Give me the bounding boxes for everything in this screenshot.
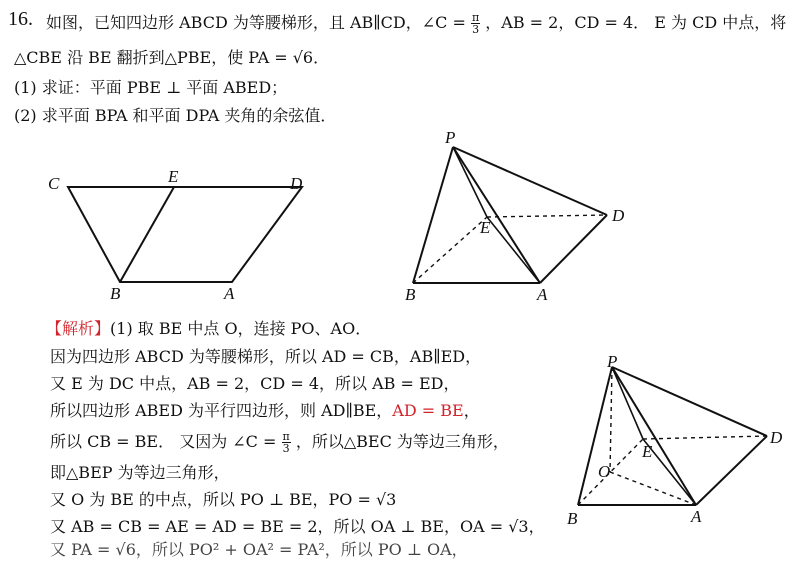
hidden-edge-be xyxy=(413,217,487,283)
fig2-label-a: A xyxy=(537,285,548,304)
question-number: 16. xyxy=(8,8,33,30)
edge-pb xyxy=(413,147,453,283)
sub-question-1: (1) 求证：平面 PBE ⊥ 平面 ABED； xyxy=(14,78,288,97)
solution-text-5b: ，所以△BEC 为等边三角形， xyxy=(295,432,509,451)
solution-line-3: 又 E 为 DC 中点，AB = 2，CD = 4，所以 AB = ED， xyxy=(50,374,460,393)
fig2-label-e: E xyxy=(480,218,491,237)
fraction-denominator: 3 xyxy=(472,23,480,36)
trapezoid-outline xyxy=(68,187,302,282)
solution-line-4 xyxy=(50,401,480,421)
solution-line-9: 又 PA = √6，所以 PO² + OA² = PA²，所以 PO ⊥ OA， xyxy=(50,540,468,559)
fig3-label-o: O xyxy=(598,462,611,481)
edge-ad xyxy=(696,436,767,505)
problem-stem-line-1 xyxy=(46,12,786,35)
hidden-segment-po xyxy=(610,367,612,472)
fig2-label-p: P xyxy=(445,128,456,147)
fig3-label-b: B xyxy=(567,509,578,528)
solution-text-4c: ， xyxy=(463,401,480,420)
fraction-numerator: π xyxy=(471,11,480,24)
fig3-label-a: A xyxy=(691,507,702,526)
edge-pe xyxy=(453,147,487,217)
stem-text-1-tail: ，AB = 2，CD = 4． E 为 CD 中点，将 xyxy=(485,13,787,32)
fig2-label-b: B xyxy=(405,285,416,304)
edge-pa xyxy=(612,367,696,505)
edge-pd xyxy=(453,147,607,215)
edge-ea xyxy=(487,217,540,283)
fig2-label-d: D xyxy=(612,206,625,225)
solution-line-5 xyxy=(50,431,509,454)
problem-stem-line-2: △CBE 沿 BE 翻折到△PBE，使 PA = √6． xyxy=(14,48,330,67)
edge-pb xyxy=(578,367,612,505)
fig3-label-e: E xyxy=(642,442,653,461)
angle-fraction xyxy=(471,12,480,35)
solution-tag: 【解析】 xyxy=(46,319,111,338)
edge-ad xyxy=(540,215,607,283)
solution-line-2: 因为四边形 ABCD 为等腰梯形，所以 AD = CB，AB∥ED， xyxy=(50,347,482,366)
solution-line-1 xyxy=(46,319,371,339)
solution-text-1: (1) 取 BE 中点 O，连接 PO、AO． xyxy=(110,319,372,338)
edge-pa xyxy=(453,147,540,283)
figure-pyramid xyxy=(395,130,625,305)
solution-fraction-denominator: 3 xyxy=(282,442,290,455)
solution-line-7: 又 O 为 BE 的中点，所以 PO ⊥ BE，PO = √3 xyxy=(50,490,397,509)
fig3-label-d: D xyxy=(770,428,783,447)
segment-be xyxy=(120,187,174,282)
solution-line-8: 又 AB = CB = AE = AD = BE = 2，所以 OA ⊥ BE，OA = √3， xyxy=(50,517,545,536)
fig1-label-c: C xyxy=(48,174,60,193)
hidden-edge-ed xyxy=(643,436,767,439)
sub-question-2: (2) 求平面 BPA 和平面 DPA 夹角的余弦值． xyxy=(14,106,337,125)
fig1-label-e: E xyxy=(168,167,179,186)
stem-text-1: 如图，已知四边形 ABCD 为等腰梯形，且 AB∥CD，∠C = xyxy=(46,13,466,32)
solution-angle-fraction xyxy=(282,431,291,454)
solution-fraction-numerator: π xyxy=(282,430,290,443)
edge-pd xyxy=(612,367,767,436)
hidden-edge-ed xyxy=(487,215,607,217)
fig3-label-p: P xyxy=(607,352,618,371)
solution-text-5a: 所以 CB = BE． 又因为 ∠C = xyxy=(50,432,277,451)
solution-line-6: 即△BEP 为等边三角形， xyxy=(50,463,230,482)
figure-trapezoid xyxy=(40,160,330,310)
fig1-label-b: B xyxy=(110,284,121,303)
solution-text-4a: 所以四边形 ABED 为平行四边形，则 AD∥BE， xyxy=(50,401,393,420)
figure-pyramid-with-o xyxy=(560,350,790,525)
fig1-label-d: D xyxy=(290,174,303,193)
solution-text-4-highlight: AD = BE xyxy=(392,401,464,420)
fig1-label-a: A xyxy=(224,284,235,303)
